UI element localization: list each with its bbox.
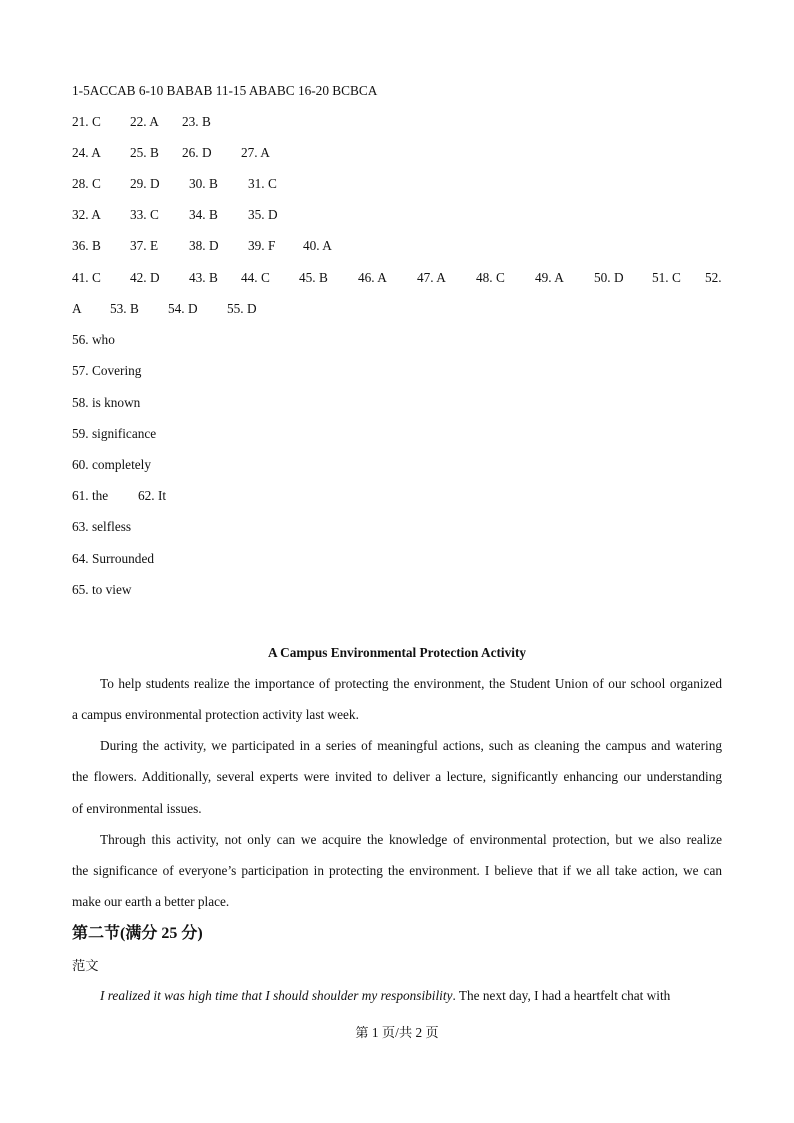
fill-answer: 65. to view bbox=[72, 582, 132, 597]
answer: 47. A bbox=[417, 270, 446, 285]
answer: 43. B bbox=[189, 270, 218, 285]
answer-row bbox=[0, 488, 794, 504]
answer: 38. D bbox=[189, 238, 219, 253]
answer-row bbox=[0, 114, 794, 130]
fill-answer: 59. significance bbox=[72, 426, 157, 441]
sample-label: 范文 bbox=[72, 958, 99, 973]
answer: 42. D bbox=[130, 270, 160, 285]
answer: 27. A bbox=[241, 145, 270, 160]
fill-answer: 63. selfless bbox=[72, 519, 132, 534]
answer: 49. A bbox=[535, 270, 564, 285]
essay-line: of environmental issues. bbox=[72, 801, 202, 816]
answer-row bbox=[0, 238, 794, 254]
essay-line: a campus environmental protection activity last week. bbox=[72, 707, 359, 722]
answer-row bbox=[0, 145, 794, 161]
answer: 30. B bbox=[189, 176, 218, 191]
answers-1-20: 1-5ACCAB 6-10 BABAB 11-15 ABABC 16-20 BCBCA bbox=[72, 83, 378, 98]
section-heading: 第二节(满分 25 分) bbox=[72, 925, 203, 942]
answer: 33. C bbox=[130, 207, 159, 222]
answer: 50. D bbox=[594, 270, 624, 285]
answer-row bbox=[0, 207, 794, 223]
essay-line: Through this activity, not only can we acquire the knowledge of environmental protection, but we also realize bbox=[100, 832, 722, 847]
fill-answer: 61. the bbox=[72, 488, 109, 503]
answer: 53. B bbox=[110, 301, 139, 316]
fill-answer: 60. completely bbox=[72, 457, 152, 472]
answer-row bbox=[0, 301, 794, 317]
answer: 48. C bbox=[476, 270, 505, 285]
sample-italic: I realized it was high time that I should shoulder my responsibility bbox=[100, 988, 453, 1003]
fill-answer: 62. It bbox=[138, 488, 167, 503]
answer: 22. A bbox=[130, 114, 159, 129]
answer: 28. C bbox=[72, 176, 101, 191]
answer: 41. C bbox=[72, 270, 101, 285]
page-footer: 第 1 页/共 2 页 bbox=[355, 1025, 439, 1040]
answer: 26. D bbox=[182, 145, 212, 160]
essay-line: the significance of everyone’s participation in protecting the environment. I believe that if we all take action, we can bbox=[72, 863, 722, 878]
answer: 25. B bbox=[130, 145, 159, 160]
answer: 35. D bbox=[248, 207, 278, 222]
answer: 52. bbox=[705, 270, 722, 285]
answer-row bbox=[0, 270, 794, 286]
answer: 23. B bbox=[182, 114, 211, 129]
answer: 21. C bbox=[72, 114, 101, 129]
answer: 36. B bbox=[72, 238, 101, 253]
fill-answer: 56. who bbox=[72, 332, 115, 347]
answer: 32. A bbox=[72, 207, 101, 222]
answer: 40. A bbox=[303, 238, 332, 253]
answer: 46. A bbox=[358, 270, 387, 285]
answer: 39. F bbox=[248, 238, 276, 253]
answer: 31. C bbox=[248, 176, 277, 191]
answer: 51. C bbox=[652, 270, 681, 285]
fill-answer: 58. is known bbox=[72, 395, 141, 410]
answer: 29. D bbox=[130, 176, 160, 191]
sample-line bbox=[100, 988, 670, 1004]
answer: 34. B bbox=[189, 207, 218, 222]
essay-line: the flowers. Additionally, several experts were invited to deliver a lecture, significantly enhancing our understanding bbox=[72, 769, 722, 784]
answer: 24. A bbox=[72, 145, 101, 160]
answer: 37. E bbox=[130, 238, 159, 253]
sample-text: . The next day, I had a heartfelt chat with bbox=[452, 988, 671, 1003]
answer: 55. D bbox=[227, 301, 257, 316]
essay-line: During the activity, we participated in a series of meaningful actions, such as cleaning the campus and watering bbox=[100, 738, 722, 753]
answer: 44. C bbox=[241, 270, 270, 285]
answer: 54. D bbox=[168, 301, 198, 316]
fill-answer: 57. Covering bbox=[72, 363, 142, 378]
answer: A bbox=[72, 301, 82, 316]
essay-line: make our earth a better place. bbox=[72, 894, 230, 909]
fill-answer: 64. Surrounded bbox=[72, 551, 154, 566]
essay-title: A Campus Environmental Protection Activity bbox=[267, 645, 527, 660]
essay-line: To help students realize the importance of protecting the environment, the Student Union of our school organized bbox=[100, 676, 722, 691]
answer-row bbox=[0, 176, 794, 192]
answer: 45. B bbox=[299, 270, 328, 285]
